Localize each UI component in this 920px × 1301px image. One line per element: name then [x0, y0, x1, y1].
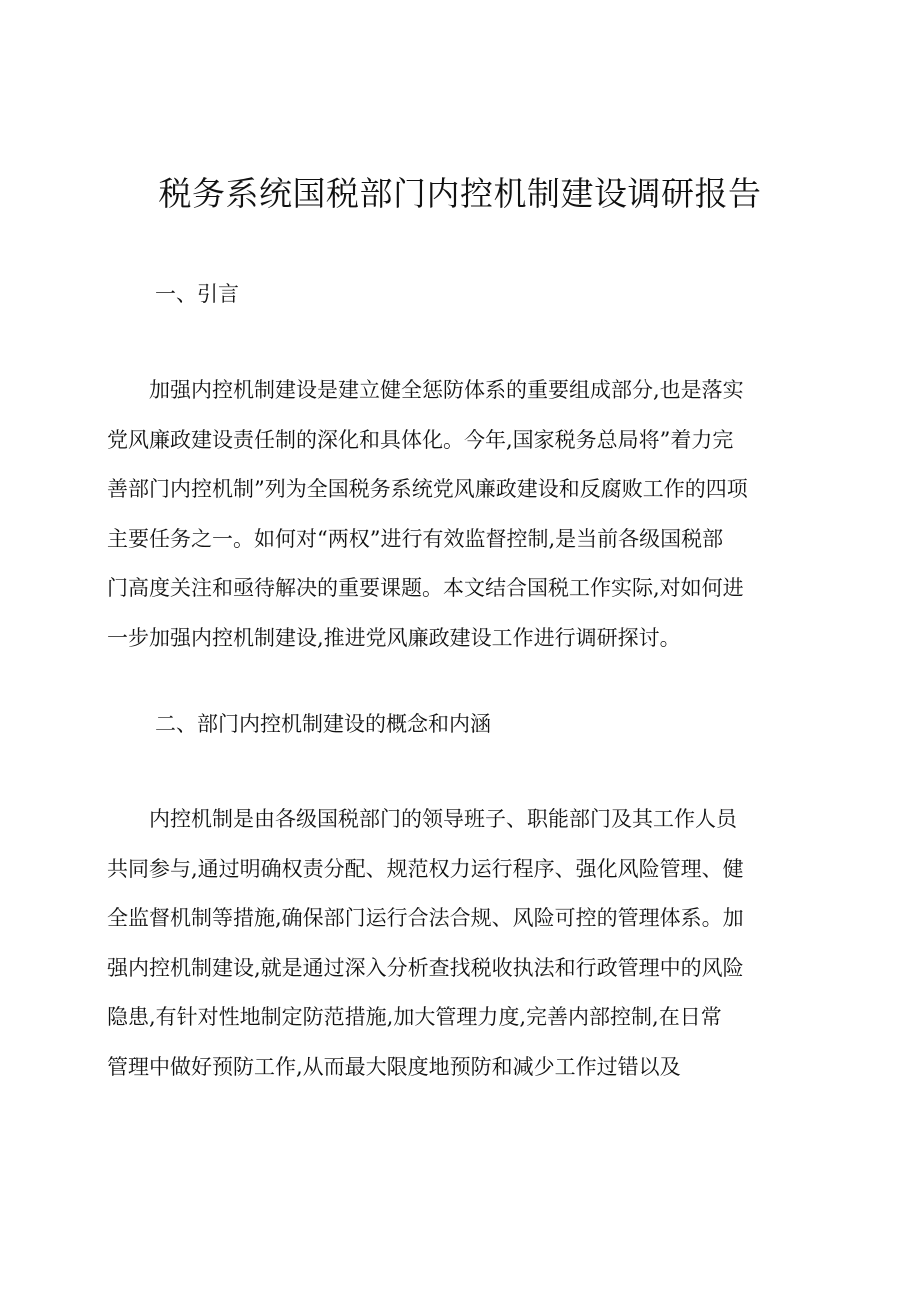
- paragraph-line: 党风廉政建设责任制的深化和具体化。今年,国家税务总局将”着力完: [107, 427, 734, 452]
- section-heading-introduction: 一、引言: [155, 282, 239, 306]
- paragraph-line: 强内控机制建设,就是通过深入分析查找税收执法和行政管理中的风险: [107, 955, 744, 980]
- paragraph-line: 加强内控机制建设是建立健全惩防体系的重要组成部分,也是落实: [107, 378, 744, 402]
- paragraph-line: 善部门内控机制”列为全国税务系统党风廉政建设和反腐败工作的四项: [107, 477, 748, 501]
- paragraph-line: 管理中做好预防工作,从而最大限度地预防和减少工作过错以及: [107, 1054, 681, 1079]
- paragraph-line: 主要任务之一。如何对“两权”进行有效监督控制,是当前各级国税部: [107, 526, 724, 551]
- document-title: 税务系统国税部门内控机制建设调研报告: [158, 174, 762, 213]
- introduction-paragraph: [107, 366, 822, 663]
- paragraph-line: 内控机制是由各级国税部门的领导班子、职能部门及其工作人员: [107, 807, 737, 831]
- paragraph-line: 共同参与,通过明确权责分配、规范权力运行程序、强化风险管理、健: [107, 856, 744, 881]
- paragraph-line: 门高度关注和亟待解决的重要课题。本文结合国税工作实际,对如何进: [107, 576, 744, 600]
- paragraph-line: 全监督机制等措施,确保部门运行合法合规、风险可控的管理体系。加: [107, 906, 744, 930]
- paragraph-line: 隐患,有针对性地制定防范措施,加大管理力度,完善内部控制,在日常: [107, 1005, 722, 1029]
- section-heading-concept: 二、部门内控机制建设的概念和内涵: [155, 712, 491, 736]
- paragraph-line: 一步加强内控机制建设,推进党风廉政建设工作进行调研探讨。: [107, 625, 681, 650]
- concept-paragraph: [107, 795, 822, 1092]
